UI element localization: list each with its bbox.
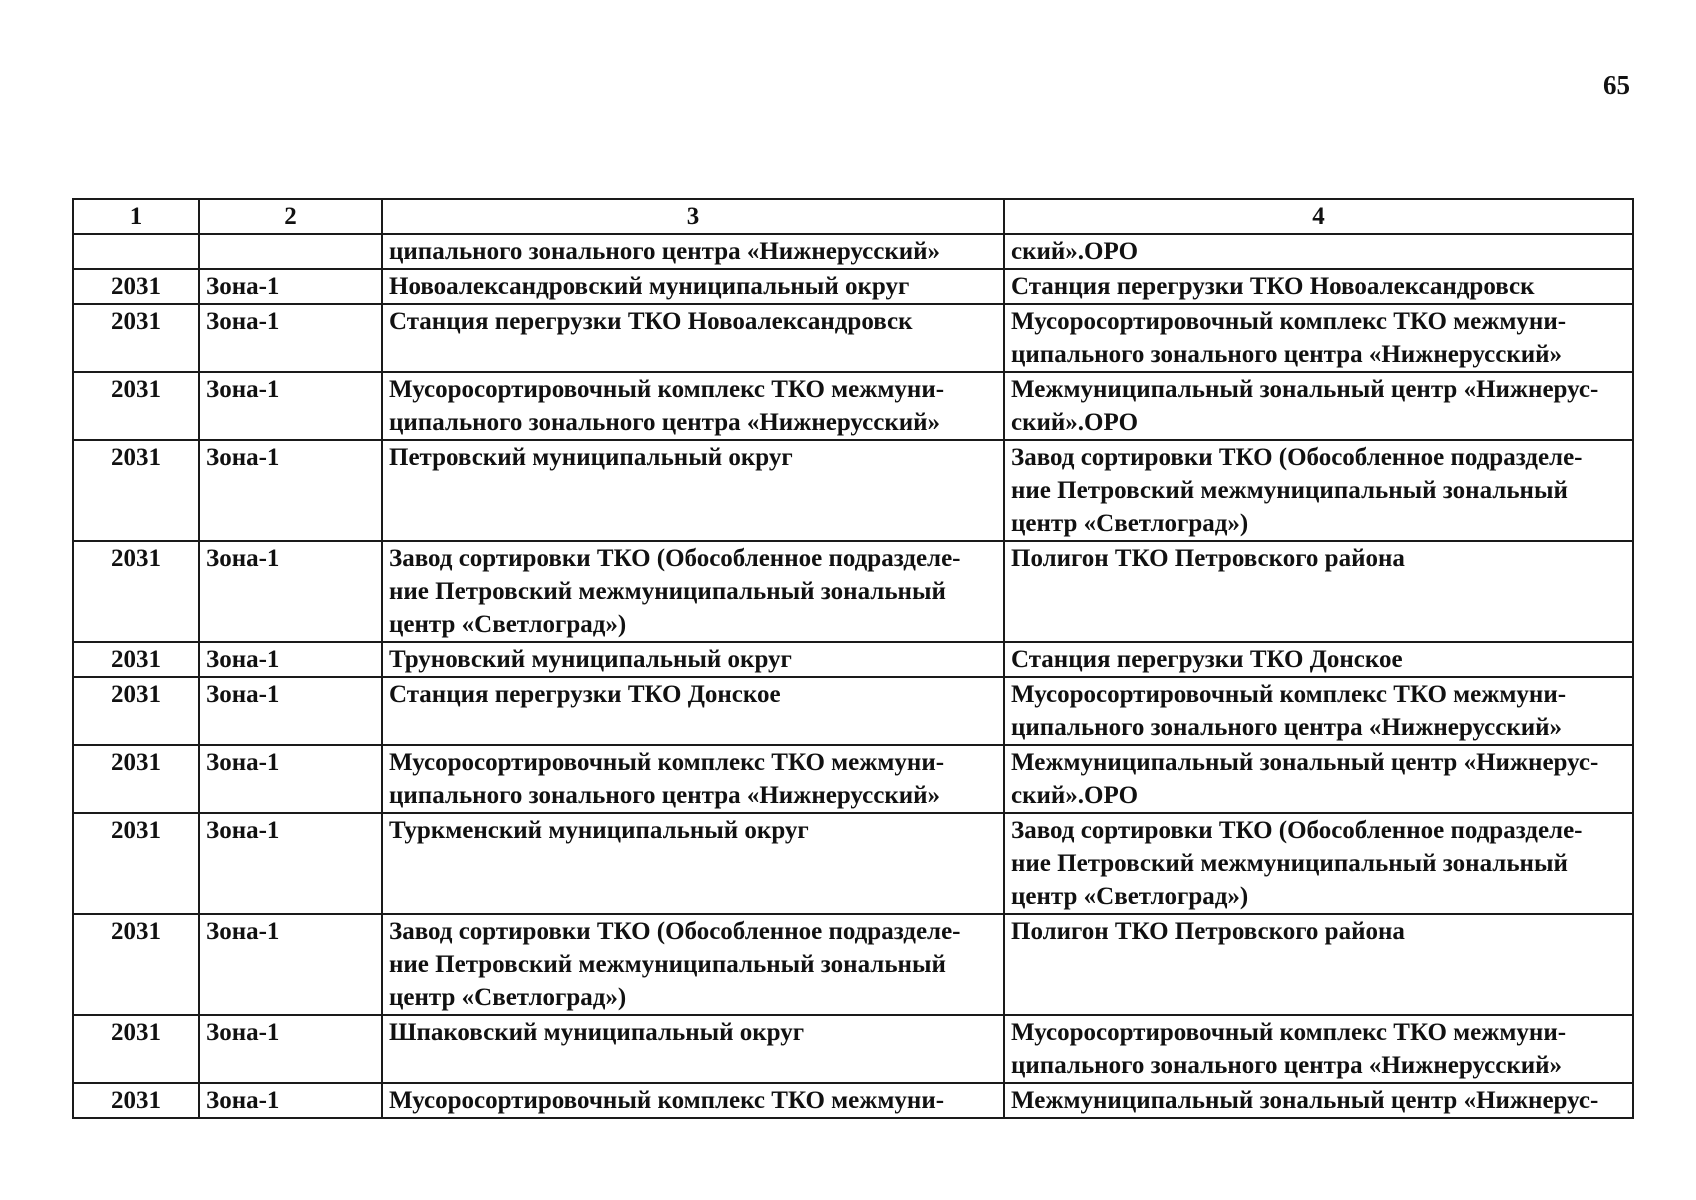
- destination-text-line: ние Петровский межмуниципальный зональный: [1011, 477, 1568, 504]
- source-text-line: ципального зонального центра «Нижнерусский»: [389, 238, 941, 265]
- year-cell: 2031: [73, 269, 199, 304]
- source-text-line: ние Петровский межмуниципальный зональный: [389, 951, 946, 978]
- source-text-line: Шпаковский муниципальный округ: [389, 1019, 805, 1046]
- source-text-line: Завод сортировки ТКО (Обособленное подразделе-: [389, 918, 961, 945]
- year-cell: 2031: [73, 440, 199, 541]
- destination-text-line: Межмуниципальный зональный центр «Нижнерус-: [1011, 376, 1599, 403]
- zone-cell: Зона-1: [199, 541, 382, 642]
- destination-cell: [1004, 372, 1633, 440]
- table-row: [73, 914, 1633, 1015]
- source-cell: [382, 1015, 1004, 1083]
- destination-cell: [1004, 440, 1633, 541]
- zone-cell: Зона-1: [199, 1083, 382, 1118]
- source-text-line: Петровский муниципальный округ: [389, 444, 793, 471]
- table-row: [73, 234, 1633, 269]
- destination-text-line: Полигон ТКО Петровского района: [1011, 545, 1405, 572]
- zone-cell: Зона-1: [199, 914, 382, 1015]
- zone-cell: Зона-1: [199, 642, 382, 677]
- zone-cell: [199, 234, 382, 269]
- destination-cell: [1004, 642, 1633, 677]
- zone-cell: Зона-1: [199, 304, 382, 372]
- destination-text-line: Межмуниципальный зональный центр «Нижнерус-: [1011, 1087, 1599, 1114]
- destination-text-line: Завод сортировки ТКО (Обособленное подразделе-: [1011, 444, 1583, 471]
- table-header-row: [73, 199, 1633, 234]
- table-body: [73, 234, 1633, 1118]
- source-cell: [382, 642, 1004, 677]
- table-row: [73, 677, 1633, 745]
- source-text-line: ние Петровский межмуниципальный зональный: [389, 578, 946, 605]
- zone-cell: Зона-1: [199, 440, 382, 541]
- destination-text-line: Мусоросортировочный комплекс ТКО межмуни-: [1011, 681, 1567, 708]
- destination-text-line: ние Петровский межмуниципальный зональный: [1011, 850, 1568, 877]
- zone-cell: Зона-1: [199, 269, 382, 304]
- destination-text-line: ский».ОРО: [1011, 238, 1139, 265]
- year-cell: 2031: [73, 1083, 199, 1118]
- source-cell: [382, 914, 1004, 1015]
- source-cell: [382, 440, 1004, 541]
- source-text-line: центр «Светлоград»): [389, 611, 627, 638]
- source-cell: [382, 813, 1004, 914]
- source-cell: [382, 372, 1004, 440]
- column-header-2: 2: [199, 199, 382, 234]
- destination-text-line: Межмуниципальный зональный центр «Нижнерус-: [1011, 749, 1599, 776]
- column-header-3: 3: [382, 199, 1004, 234]
- source-text-line: ципального зонального центра «Нижнерусский»: [389, 782, 941, 809]
- destination-text-line: Завод сортировки ТКО (Обособленное подразделе-: [1011, 817, 1583, 844]
- source-cell: [382, 745, 1004, 813]
- table-row: [73, 304, 1633, 372]
- source-text-line: Труновский муниципальный округ: [389, 646, 792, 673]
- destination-cell: [1004, 234, 1633, 269]
- zone-cell: Зона-1: [199, 745, 382, 813]
- waste-routing-table: [72, 198, 1634, 1119]
- destination-text-line: Полигон ТКО Петровского района: [1011, 918, 1405, 945]
- year-cell: 2031: [73, 372, 199, 440]
- table-row: [73, 541, 1633, 642]
- table-row: [73, 745, 1633, 813]
- year-cell: 2031: [73, 541, 199, 642]
- source-text-line: Мусоросортировочный комплекс ТКО межмуни-: [389, 749, 945, 776]
- destination-cell: [1004, 541, 1633, 642]
- destination-text-line: ский».ОРО: [1011, 782, 1139, 809]
- destination-text-line: Станция перегрузки ТКО Новоалександровск: [1011, 273, 1535, 300]
- destination-text-line: центр «Светлоград»): [1011, 883, 1249, 910]
- source-cell: [382, 234, 1004, 269]
- column-header-4: 4: [1004, 199, 1633, 234]
- table-row: [73, 1015, 1633, 1083]
- table-row: [73, 372, 1633, 440]
- destination-text-line: ский».ОРО: [1011, 409, 1139, 436]
- source-text-line: Мусоросортировочный комплекс ТКО межмуни-: [389, 1087, 945, 1114]
- source-text-line: Завод сортировки ТКО (Обособленное подразделе-: [389, 545, 961, 572]
- source-cell: [382, 269, 1004, 304]
- year-cell: 2031: [73, 914, 199, 1015]
- year-cell: 2031: [73, 642, 199, 677]
- destination-cell: [1004, 269, 1633, 304]
- destination-cell: [1004, 813, 1633, 914]
- year-cell: 2031: [73, 677, 199, 745]
- source-cell: [382, 541, 1004, 642]
- table-row: [73, 642, 1633, 677]
- destination-cell: [1004, 304, 1633, 372]
- destination-cell: [1004, 1083, 1633, 1118]
- source-text-line: Станция перегрузки ТКО Донское: [389, 681, 781, 708]
- destination-text-line: центр «Светлоград»): [1011, 510, 1249, 537]
- page-number: 65: [1603, 70, 1630, 100]
- zone-cell: Зона-1: [199, 813, 382, 914]
- destination-text-line: ципального зонального центра «Нижнерусский»: [1011, 341, 1563, 368]
- source-text-line: Туркменский муниципальный округ: [389, 817, 809, 844]
- table-row: [73, 813, 1633, 914]
- destination-cell: [1004, 745, 1633, 813]
- source-cell: [382, 677, 1004, 745]
- source-text-line: Мусоросортировочный комплекс ТКО межмуни-: [389, 376, 945, 403]
- source-text-line: Станция перегрузки ТКО Новоалександровск: [389, 308, 913, 335]
- source-cell: [382, 1083, 1004, 1118]
- year-cell: 2031: [73, 1015, 199, 1083]
- source-text-line: центр «Светлоград»): [389, 984, 627, 1011]
- table-row: [73, 269, 1633, 304]
- year-cell: 2031: [73, 813, 199, 914]
- source-text-line: Новоалександровский муниципальный округ: [389, 273, 910, 300]
- destination-text-line: Мусоросортировочный комплекс ТКО межмуни-: [1011, 1019, 1567, 1046]
- zone-cell: Зона-1: [199, 1015, 382, 1083]
- zone-cell: Зона-1: [199, 372, 382, 440]
- year-cell: [73, 234, 199, 269]
- destination-text-line: ципального зонального центра «Нижнерусский»: [1011, 714, 1563, 741]
- table-row: [73, 440, 1633, 541]
- source-cell: [382, 304, 1004, 372]
- destination-text-line: Мусоросортировочный комплекс ТКО межмуни-: [1011, 308, 1567, 335]
- year-cell: 2031: [73, 304, 199, 372]
- source-text-line: ципального зонального центра «Нижнерусский»: [389, 409, 941, 436]
- column-header-1: 1: [73, 199, 199, 234]
- zone-cell: Зона-1: [199, 677, 382, 745]
- table-row: [73, 1083, 1633, 1118]
- year-cell: 2031: [73, 745, 199, 813]
- destination-text-line: Станция перегрузки ТКО Донское: [1011, 646, 1403, 673]
- destination-cell: [1004, 914, 1633, 1015]
- destination-cell: [1004, 1015, 1633, 1083]
- destination-cell: [1004, 677, 1633, 745]
- destination-text-line: ципального зонального центра «Нижнерусский»: [1011, 1052, 1563, 1079]
